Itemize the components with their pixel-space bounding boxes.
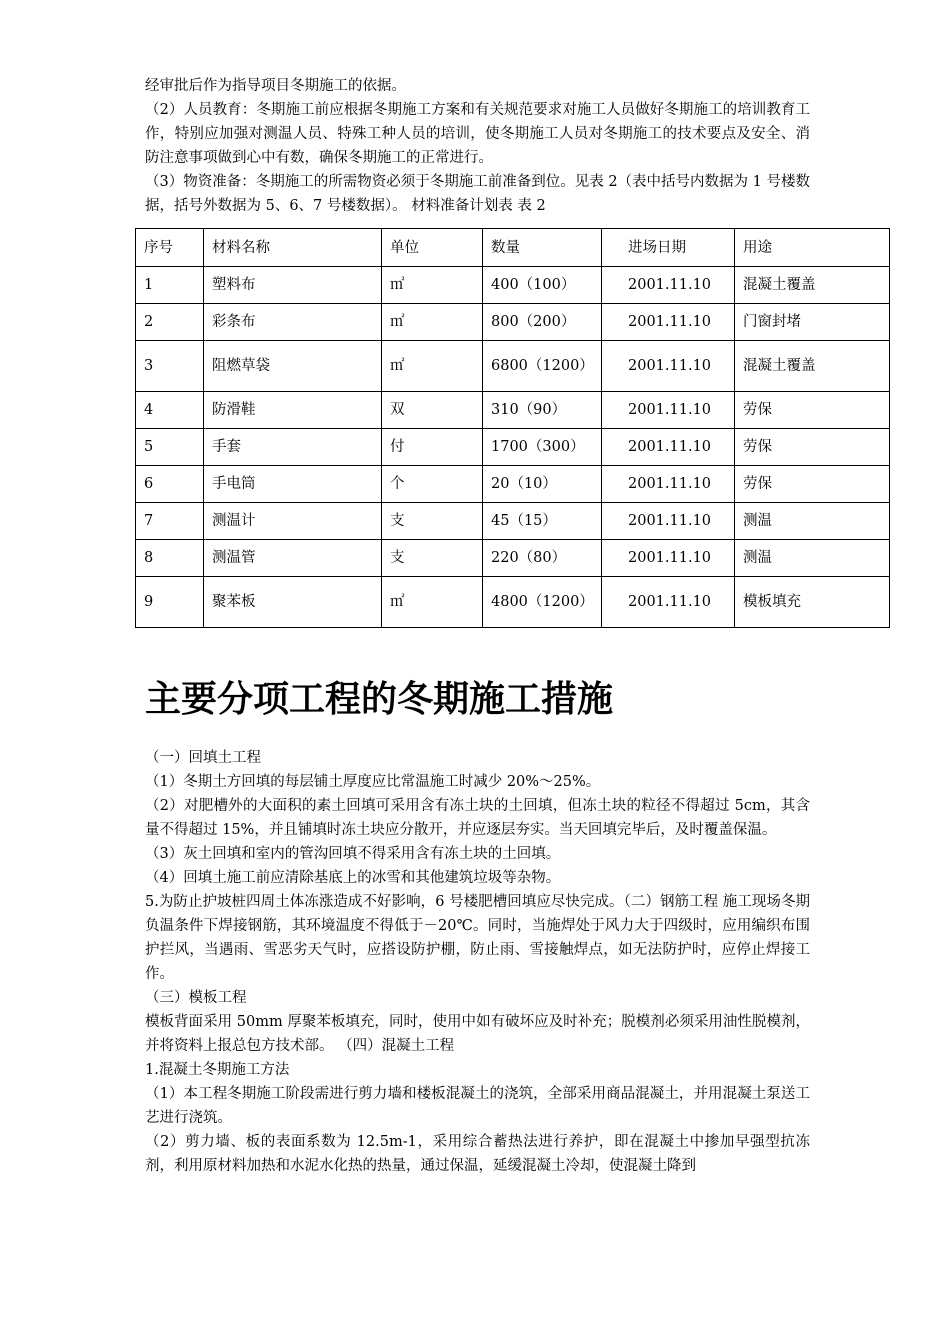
table-cell: 劳保: [735, 429, 890, 466]
table-cell: ㎡: [382, 304, 483, 341]
table-header-cell: 序号: [136, 229, 204, 267]
table-cell: 劳保: [735, 466, 890, 503]
table-header-cell: 数量: [483, 229, 602, 267]
table-cell: 4800（1200）: [483, 577, 602, 628]
table-cell: 2001.11.10: [602, 429, 735, 466]
intro-paragraph: 经审批后作为指导项目冬期施工的依据。: [145, 78, 406, 94]
table-cell: 7: [136, 503, 204, 540]
table-cell: 模板填充: [735, 577, 890, 628]
table-cell: 3: [136, 341, 204, 392]
body-paragraph: 1.混凝土冬期施工方法: [145, 1062, 290, 1078]
table-cell: 2001.11.10: [602, 392, 735, 429]
table-cell: 2001.11.10: [602, 466, 735, 503]
table-cell: 9: [136, 577, 204, 628]
table-row: [136, 540, 890, 577]
table-cell: 1700（300）: [483, 429, 602, 466]
table-cell: 2001.11.10: [602, 341, 735, 392]
table-cell: 彩条布: [204, 304, 382, 341]
table-row: [136, 429, 890, 466]
table-row: [136, 267, 890, 304]
table-cell: ㎡: [382, 341, 483, 392]
table-row: [136, 466, 890, 503]
table-cell: 测温计: [204, 503, 382, 540]
intro-block: [145, 74, 810, 218]
table-row: [136, 503, 890, 540]
table-cell: 防滑鞋: [204, 392, 382, 429]
section-heading: 主要分项工程的冬期施工措施: [145, 679, 614, 720]
table-cell: 付: [382, 429, 483, 466]
body-paragraph: 5.为防止护坡桩四周土体冻涨造成不好影响，6 号楼肥槽回填应尽快完成。（二）钢筋工程 施工现场冬期负温条件下焊接钢筋，其环境温度不得低于－20℃。同时，当施焊处于风力大于四级时，应用编织布围护拦风，当遇雨、雪恶劣天气时，应搭设防护棚，防止雨、雪接触焊点，如无法防护时，应停止焊接工作。: [145, 894, 810, 982]
table-cell: 混凝土覆盖: [735, 341, 890, 392]
body-paragraph: （2）对肥槽外的大面积的素土回填可采用含有冻土块的土回填，但冻土块的粒径不得超过 5cm，其含量不得超过 15%，并且铺填时冻土块应分散开，并应逐层夯实。当天回填完毕后，及时覆盖保温。: [145, 798, 810, 838]
table-cell: 20（10）: [483, 466, 602, 503]
table-cell: 劳保: [735, 392, 890, 429]
table-header-cell: 用途: [735, 229, 890, 267]
body-paragraph: （1）冬期土方回填的每层铺土厚度应比常温施工时减少 20%～25%。: [145, 774, 601, 790]
table-cell: 支: [382, 503, 483, 540]
table-cell: 支: [382, 540, 483, 577]
table-cell: 45（15）: [483, 503, 602, 540]
table-header-cell: 单位: [382, 229, 483, 267]
table-cell: 2: [136, 304, 204, 341]
body-paragraph: 模板背面采用 50mm 厚聚苯板填充，同时，使用中如有破坏应及时补充；脱模剂必须采用油性脱模剂，并将资料上报总包方技术部。 （四）混凝土工程: [145, 1014, 810, 1054]
table-cell: 2001.11.10: [602, 267, 735, 304]
table-cell: 2001.11.10: [602, 577, 735, 628]
table-cell: 2001.11.10: [602, 304, 735, 341]
table-cell: 测温: [735, 503, 890, 540]
table-cell: 混凝土覆盖: [735, 267, 890, 304]
material-plan-table: [135, 228, 890, 628]
table-header-cell: 进场日期: [602, 229, 735, 267]
table-cell: 手电筒: [204, 466, 382, 503]
table-row: [136, 341, 890, 392]
body-paragraph: （2）剪力墙、板的表面系数为 12.5m-1，采用综合蓄热法进行养护，即在混凝土中掺加早强型抗冻剂，利用原材料加热和水泥水化热的热量，通过保温，延缓混凝土冷却，使混凝土降到: [145, 1134, 810, 1174]
table-cell: 手套: [204, 429, 382, 466]
table-cell: 双: [382, 392, 483, 429]
table-cell: 2001.11.10: [602, 503, 735, 540]
body-paragraph: （3）灰土回填和室内的管沟回填不得采用含有冻土块的土回填。: [145, 846, 561, 862]
body-paragraph: （4）回填土施工前应清除基底上的冰雪和其他建筑垃圾等杂物。: [145, 870, 561, 886]
table-cell: 个: [382, 466, 483, 503]
table-cell: 4: [136, 392, 204, 429]
measures-body: [145, 746, 810, 1178]
table-cell: 220（80）: [483, 540, 602, 577]
table-cell: 门窗封堵: [735, 304, 890, 341]
body-paragraph: （三）模板工程: [145, 990, 247, 1006]
table-row: [136, 392, 890, 429]
table-cell: ㎡: [382, 267, 483, 304]
table-row: [136, 577, 890, 628]
table-cell: 聚苯板: [204, 577, 382, 628]
table-cell: 6: [136, 466, 204, 503]
table-cell: 塑料布: [204, 267, 382, 304]
table-cell: 6800（1200）: [483, 341, 602, 392]
table-cell: 2001.11.10: [602, 540, 735, 577]
table-cell: 8: [136, 540, 204, 577]
table-cell: 5: [136, 429, 204, 466]
table-cell: 测温管: [204, 540, 382, 577]
table-cell: 测温: [735, 540, 890, 577]
table-header-row: [136, 229, 890, 267]
intro-paragraph: （2）人员教育：冬期施工前应根据冬期施工方案和有关规范要求对施工人员做好冬期施工的培训教育工作，特别应加强对测温人员、特殊工种人员的培训，使冬期施工人员对冬期施工的技术要点及安全、消防注意事项做到心中有数，确保冬期施工的正常进行。: [145, 102, 810, 166]
table-cell: 阻燃草袋: [204, 341, 382, 392]
table-header-cell: 材料名称: [204, 229, 382, 267]
table-cell: 400（100）: [483, 267, 602, 304]
body-paragraph: （1）本工程冬期施工阶段需进行剪力墙和楼板混凝土的浇筑，全部采用商品混凝土，并用混凝土泵送工艺进行浇筑。: [145, 1086, 810, 1126]
table-cell: 800（200）: [483, 304, 602, 341]
intro-paragraph: （3）物资准备：冬期施工的所需物资必须于冬期施工前准备到位。见表 2（表中括号内数据为 1 号楼数据，括号外数据为 5、6、7 号楼数据）。 材料准备计划表 表 2: [145, 174, 810, 214]
table-cell: 1: [136, 267, 204, 304]
table-cell: 310（90）: [483, 392, 602, 429]
table-cell: ㎡: [382, 577, 483, 628]
table-row: [136, 304, 890, 341]
body-paragraph: （一）回填土工程: [145, 750, 261, 766]
